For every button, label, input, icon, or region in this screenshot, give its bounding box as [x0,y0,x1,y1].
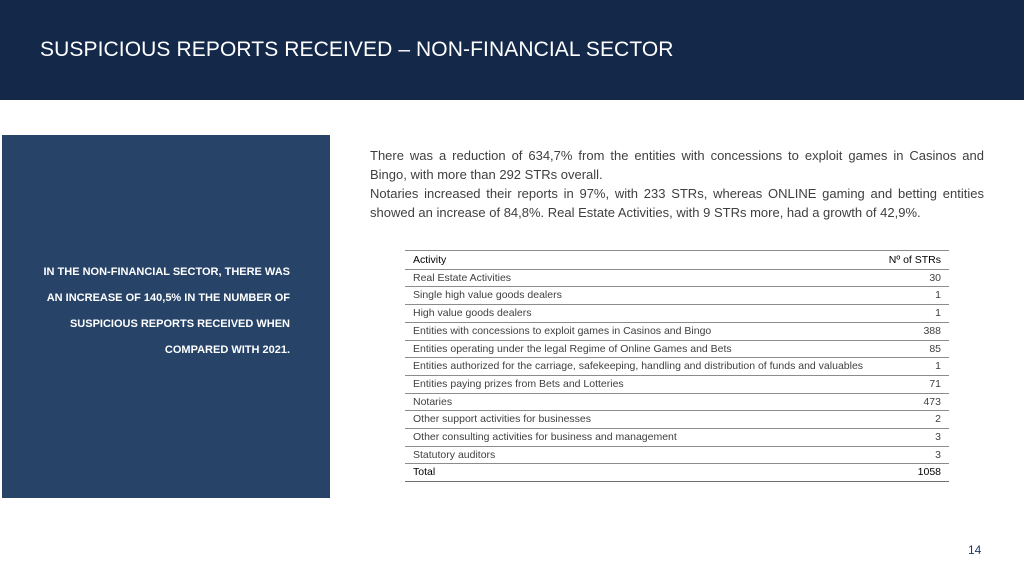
page-number: 14 [968,543,982,557]
count-cell: 30 [873,269,949,287]
count-cell: 2 [873,411,949,429]
highlight-panel [2,135,330,498]
count-cell: 1 [873,305,949,323]
table-total-row [405,464,949,482]
activity-cell: Notaries [405,393,873,411]
table-header-row [405,251,949,270]
count-cell: 85 [873,340,949,358]
count-cell: 3 [873,429,949,447]
activity-cell: High value goods dealers [405,305,873,323]
table-row [405,446,949,464]
table-row [405,411,949,429]
activity-cell: Entities operating under the legal Regime of Online Games and Bets [405,340,873,358]
intro-text [370,146,984,222]
str-table [405,250,949,482]
activity-cell: Other consulting activities for business and management [405,429,873,447]
column-header-count: Nº of STRs [873,251,949,270]
activity-cell: Entities authorized for the carriage, safekeeping, handling and distribution of funds and valuables [405,358,873,376]
count-cell: 3 [873,446,949,464]
table-row [405,358,949,376]
activity-cell: Entities with concessions to exploit games in Casinos and Bingo [405,322,873,340]
count-cell: 473 [873,393,949,411]
intro-paragraph-1: There was a reduction of 634,7% from the entities with concessions to exploit games in Casinos and Bingo, with more than 292 STRs overall. [370,148,984,182]
page-title: SUSPICIOUS REPORTS RECEIVED – NON-FINANCIAL SECTOR [40,38,674,61]
table-row [405,340,949,358]
activity-cell: Statutory auditors [405,446,873,464]
table-row [405,429,949,447]
activity-cell: Real Estate Activities [405,269,873,287]
table-row [405,305,949,323]
intro-paragraph-2: Notaries increased their reports in 97%, with 233 STRs, whereas ONLINE gaming and betting entities showed an increase of 84,8%. Real Estate Activities, with 9 STRs more, had a growth of 42,9%. [370,186,984,220]
total-value: 1058 [873,464,949,482]
activity-cell: Single high value goods dealers [405,287,873,305]
count-cell: 388 [873,322,949,340]
total-label: Total [405,464,873,482]
table-row [405,393,949,411]
header-bar [0,0,1024,100]
activity-cell: Entities paying prizes from Bets and Lotteries [405,375,873,393]
activity-cell: Other support activities for businesses [405,411,873,429]
highlight-text: IN THE NON-FINANCIAL SECTOR, THERE WAS AN INCREASE OF 140,5% IN THE NUMBER OF SUSPICIOUS REPORTS RECEIVED WHEN COMPARED WITH 2021. [43,266,290,356]
table-row [405,375,949,393]
table-row [405,269,949,287]
count-cell: 1 [873,358,949,376]
column-header-activity: Activity [405,251,873,270]
count-cell: 71 [873,375,949,393]
table-row [405,287,949,305]
count-cell: 1 [873,287,949,305]
table-row [405,322,949,340]
